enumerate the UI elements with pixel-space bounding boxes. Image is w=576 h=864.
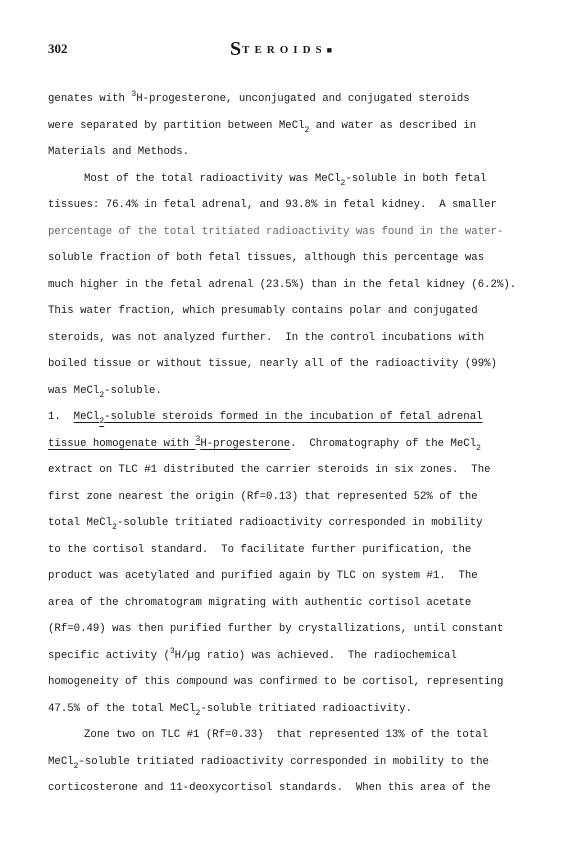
- text-segment: was MeCl: [48, 384, 100, 397]
- text-segment: -soluble tritiated radioactivity corresponded in mobility: [116, 517, 483, 529]
- text-segment: Most of the total radioactivity was MeCl: [84, 172, 341, 185]
- superscript: 3: [169, 646, 175, 656]
- text-segment: Materials and Methods.: [48, 146, 190, 158]
- text-segment: H/µg ratio) was achieved. The radiochemical: [174, 649, 457, 662]
- text-line: [48, 351, 558, 378]
- text-segment: specific activity (: [48, 649, 170, 662]
- text-segment: -soluble.: [104, 384, 162, 397]
- text-segment: area of the chromatogram migrating with authentic cortisol acetate: [48, 596, 472, 609]
- text-segment: H-progesterone, unconjugated and conjugated steroids: [136, 93, 470, 105]
- text-line: [48, 298, 558, 325]
- text-segment: 1.: [48, 411, 74, 423]
- text-line: [48, 696, 558, 723]
- text-line: [48, 431, 558, 458]
- text-line: [48, 86, 558, 113]
- subscript: 2: [476, 443, 481, 453]
- journal-title-rest: TEROIDS: [242, 44, 327, 56]
- text-line: [48, 192, 558, 219]
- text-segment: corticosterone and 11-deoxycortisol standards. When this area of the: [48, 782, 491, 794]
- text-segment: were separated by partition between MeCl: [48, 119, 305, 132]
- text-line: [48, 457, 558, 484]
- page-number: 302: [48, 41, 68, 56]
- journal-title-mark: ■: [326, 45, 333, 55]
- text-segment: 47.5% of the total MeCl: [48, 702, 196, 715]
- text-line: [48, 537, 558, 564]
- text-line: [48, 378, 558, 405]
- subscript: 2: [340, 178, 346, 188]
- subscript: 2: [99, 390, 105, 400]
- text-segment: . Chromatography of the MeCl: [290, 437, 477, 450]
- text-line: [48, 722, 558, 749]
- text-line: [48, 219, 558, 246]
- subscript: 2: [112, 523, 117, 532]
- text-line: [48, 166, 558, 193]
- text-line: [48, 325, 558, 352]
- text-line: [48, 245, 558, 272]
- text-line: [48, 775, 558, 802]
- text-line: [48, 484, 558, 511]
- text-segment: (Rf=0.49) was then purified further by crystallizations, until constant: [48, 623, 504, 635]
- text-segment: This water fraction, which presumably contains polar and conjugated: [48, 305, 478, 317]
- text-segment: tissue homogenate with: [48, 437, 196, 450]
- text-line: [48, 669, 558, 696]
- text-segment: first zone nearest the origin (Rf=0.13) that represented 52% of the: [48, 490, 478, 503]
- subscript: 2: [195, 708, 201, 718]
- text-line: [48, 510, 558, 537]
- text-line: [48, 616, 558, 643]
- text-segment: and water as described in: [309, 119, 477, 132]
- text-segment: MeCl: [73, 411, 100, 423]
- text-line: [48, 139, 558, 166]
- subscript: 2: [73, 761, 79, 771]
- superscript: 3: [195, 434, 201, 444]
- text-line: [48, 563, 558, 590]
- text-segment: genates with: [48, 93, 132, 105]
- subscript: 2: [304, 125, 310, 135]
- text-segment: MeCl: [48, 755, 74, 768]
- text-line: [48, 749, 558, 776]
- text-segment: percentage of the total tritiated radioactivity was found in the water-: [48, 225, 504, 238]
- text-line: [48, 113, 558, 140]
- text-segment: steroids, was not analyzed further. In the control incubations with: [48, 331, 485, 344]
- text-line: [48, 590, 558, 617]
- text-segment: boiled tissue or without tissue, nearly all of the radioactivity (99%): [48, 358, 497, 370]
- superscript: 3: [131, 90, 137, 99]
- text-segment: much higher in the fetal adrenal (23.5%) than in the fetal kidney (6.2%).: [48, 278, 517, 291]
- text-segment: -soluble in both fetal: [345, 172, 487, 185]
- journal-title: [230, 38, 332, 61]
- text-segment: product was acetylated and purified again by TLC on system #1. The: [48, 570, 478, 582]
- text-segment: soluble fraction of both fetal tissues, although this percentage was: [48, 252, 485, 264]
- text-segment: tissues: 76.4% in fetal adrenal, and 93.8% in fetal kidney. A smaller: [48, 199, 497, 211]
- journal-title-initial: S: [230, 38, 243, 60]
- text-line: [48, 404, 558, 431]
- body-text: [48, 86, 558, 802]
- text-segment: total MeCl: [48, 517, 113, 529]
- text-segment: H-progesterone: [200, 437, 291, 450]
- text-segment: Zone two on TLC #1 (Rf=0.33) that represented 13% of the total: [84, 729, 489, 741]
- text-segment: -soluble steroids formed in the incubation of fetal adrenal: [104, 411, 483, 423]
- text-line: [48, 272, 558, 299]
- text-segment: to the cortisol standard. To facilitate further purification, the: [48, 543, 472, 556]
- text-segment: homogeneity of this compound was confirmed to be cortisol, representing: [48, 676, 504, 688]
- text-segment: -soluble tritiated radioactivity.: [200, 702, 412, 715]
- text-segment: extract on TLC #1 distributed the carrier steroids in six zones. The: [48, 464, 491, 476]
- text-line: [48, 643, 558, 670]
- text-segment: -soluble tritiated radioactivity corresponded in mobility to the: [78, 755, 489, 768]
- subscript: 2: [99, 417, 105, 426]
